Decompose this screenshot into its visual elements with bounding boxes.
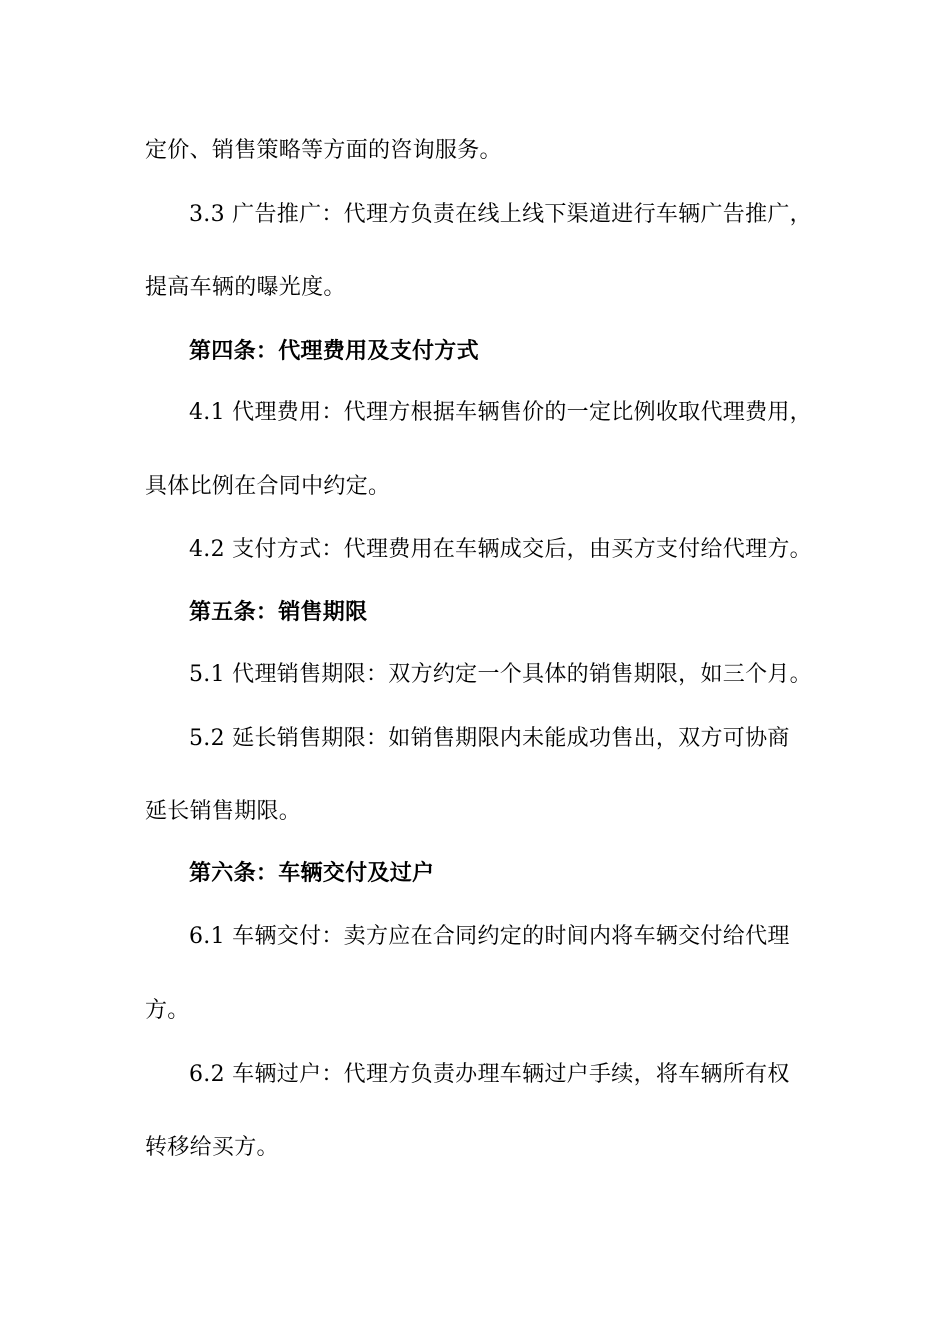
clause-5-1: 5.1 代理销售期限：双方约定一个具体的销售期限，如三个月。 (189, 662, 812, 687)
clause-4-2: 4.2 支付方式：代理费用在车辆成交后，由买方支付给代理方。 (189, 537, 812, 562)
paragraph-line: 方。 (145, 998, 190, 1023)
paragraph-line: 转移给买方。 (145, 1135, 279, 1160)
section-heading-6: 第六条：车辆交付及过户 (189, 861, 435, 886)
clause-6-2: 6.2 车辆过户：代理方负责办理车辆过户手续，将车辆所有权 (189, 1062, 790, 1087)
clause-5-2: 5.2 延长销售期限：如销售期限内未能成功售出，双方可协商 (189, 726, 790, 751)
clause-4-1: 4.1 代理费用：代理方根据车辆售价的一定比例收取代理费用， (189, 400, 812, 425)
clause-3-3: 3.3 广告推广：代理方负责在线上线下渠道进行车辆广告推广， (189, 202, 812, 227)
paragraph-line: 延长销售期限。 (145, 799, 302, 824)
paragraph-line: 定价、销售策略等方面的咨询服务。 (145, 138, 502, 163)
clause-6-1: 6.1 车辆交付：卖方应在合同约定的时间内将车辆交付给代理 (189, 924, 790, 949)
section-heading-4: 第四条：代理费用及支付方式 (189, 339, 479, 364)
paragraph-line: 提高车辆的曝光度。 (145, 275, 346, 300)
section-heading-5: 第五条：销售期限 (189, 600, 368, 625)
paragraph-line: 具体比例在合同中约定。 (145, 474, 391, 499)
